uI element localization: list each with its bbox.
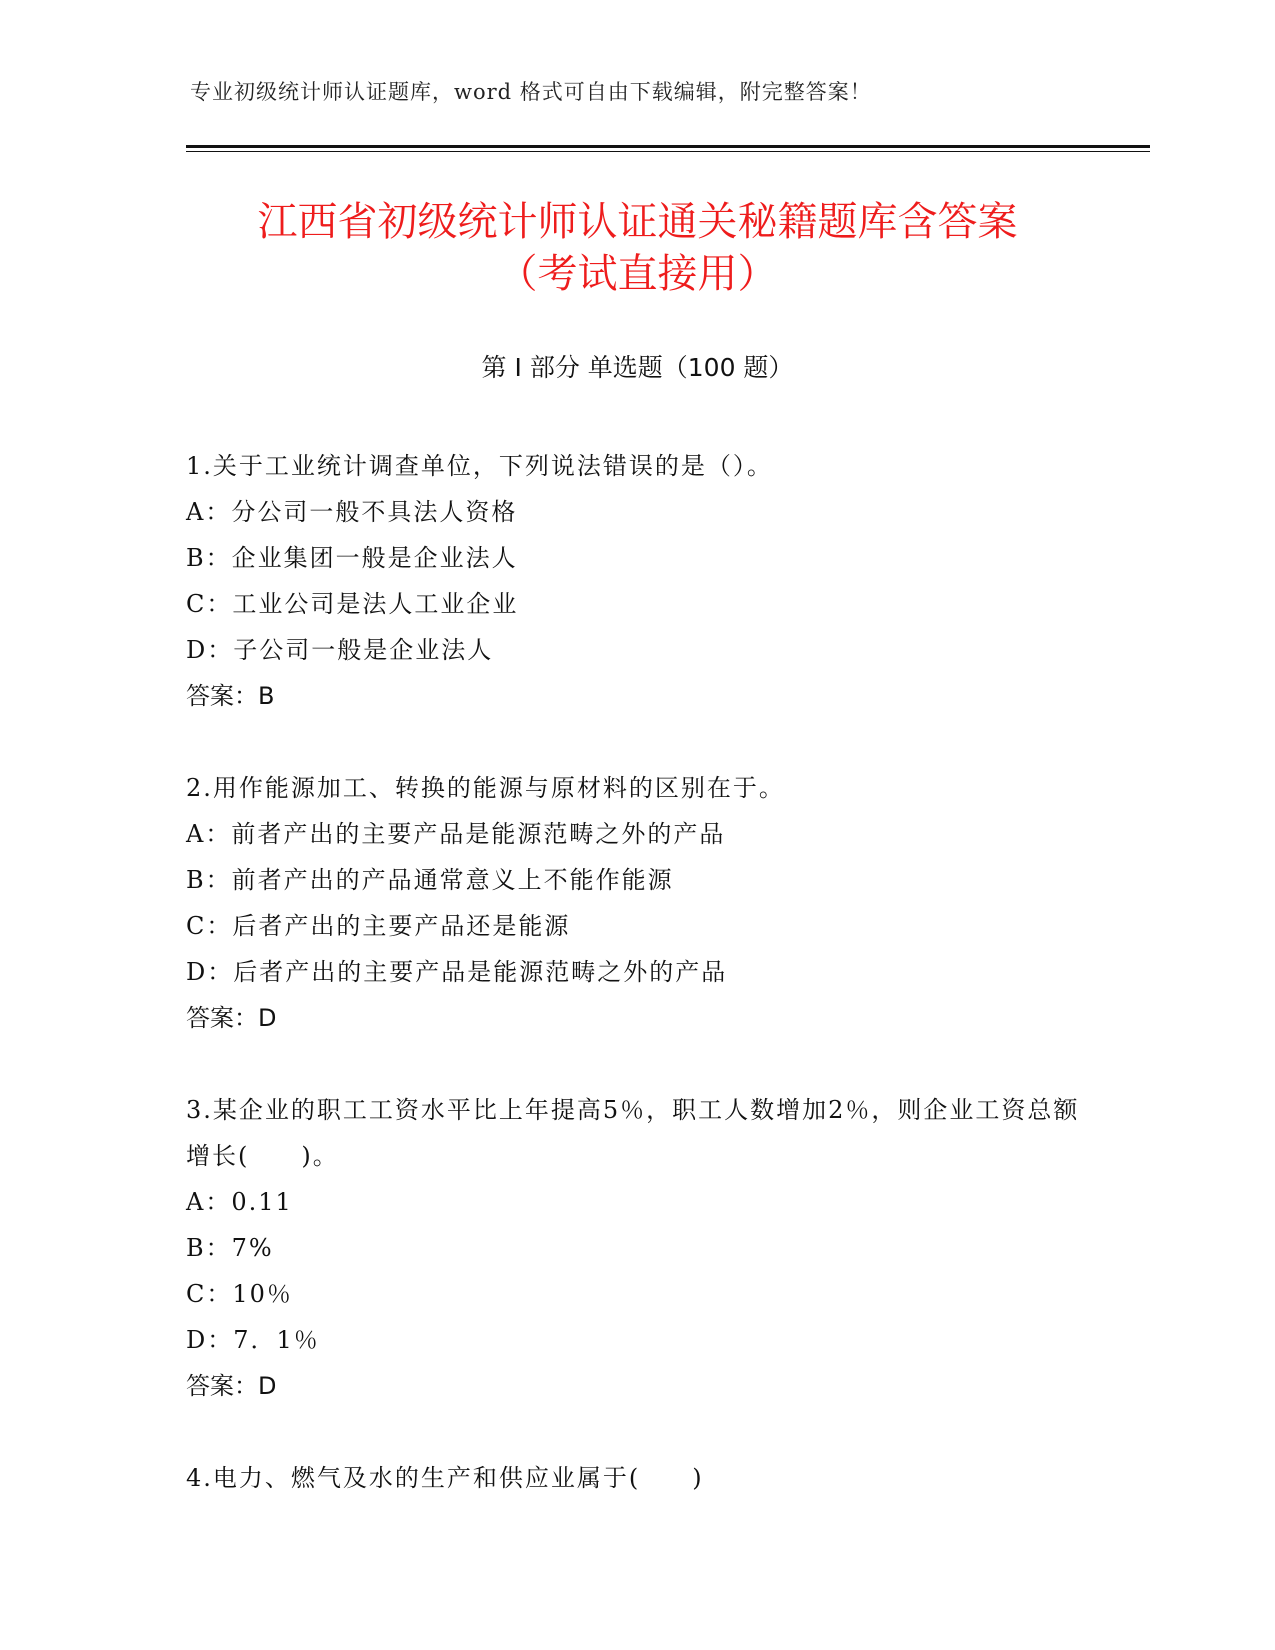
question-text: 4.电力、燃气及水的生产和供应业属于( )	[186, 1464, 704, 1492]
option-d: D：子公司一般是企业法人	[186, 636, 494, 664]
document-title	[100, 196, 1175, 300]
question-text: 3.某企业的职工工资水平比上年提高5％，职工人数增加2％，则企业工资总额增长( )。	[186, 1096, 1080, 1170]
option-b: B：前者产出的产品通常意义上不能作能源	[186, 866, 674, 894]
header-note: 专业初级统计师认证题库，word 格式可自由下载编辑，附完整答案！	[190, 80, 872, 104]
section-title: 第 I 部分 单选题（100 题）	[481, 353, 794, 382]
question-1	[186, 443, 1086, 719]
document-title-line1: 江西省初级统计师认证通关秘籍题库含答案	[257, 199, 1018, 245]
question-3	[186, 1087, 1086, 1409]
option-a: A：0.11	[186, 1188, 293, 1216]
option-a: A：分公司一般不具法人资格	[186, 498, 518, 526]
answer: 答案：B	[186, 682, 275, 710]
option-b: B：7%	[186, 1234, 274, 1262]
option-c: C：10％	[186, 1280, 293, 1308]
question-4	[186, 1455, 1086, 1501]
option-c: C：后者产出的主要产品还是能源	[186, 912, 571, 940]
question-2	[186, 765, 1086, 1041]
option-b: B：企业集团一般是企业法人	[186, 544, 518, 572]
header-rule-thin	[186, 151, 1150, 152]
question-list	[186, 443, 1086, 1547]
question-text: 1.关于工业统计调查单位，下列说法错误的是（）。	[186, 452, 773, 480]
answer: 答案：D	[186, 1372, 277, 1400]
header-rule-thick	[186, 145, 1150, 148]
answer: 答案：D	[186, 1004, 277, 1032]
option-d: D：后者产出的主要产品是能源范畴之外的产品	[186, 958, 728, 986]
question-text: 2.用作能源加工、转换的能源与原材料的区别在于。	[186, 774, 785, 802]
option-a: A：前者产出的主要产品是能源范畴之外的产品	[186, 820, 726, 848]
option-c: C：工业公司是法人工业企业	[186, 590, 519, 618]
document-title-line2: （考试直接用）	[497, 251, 778, 297]
option-d: D：7．1％	[186, 1326, 320, 1354]
